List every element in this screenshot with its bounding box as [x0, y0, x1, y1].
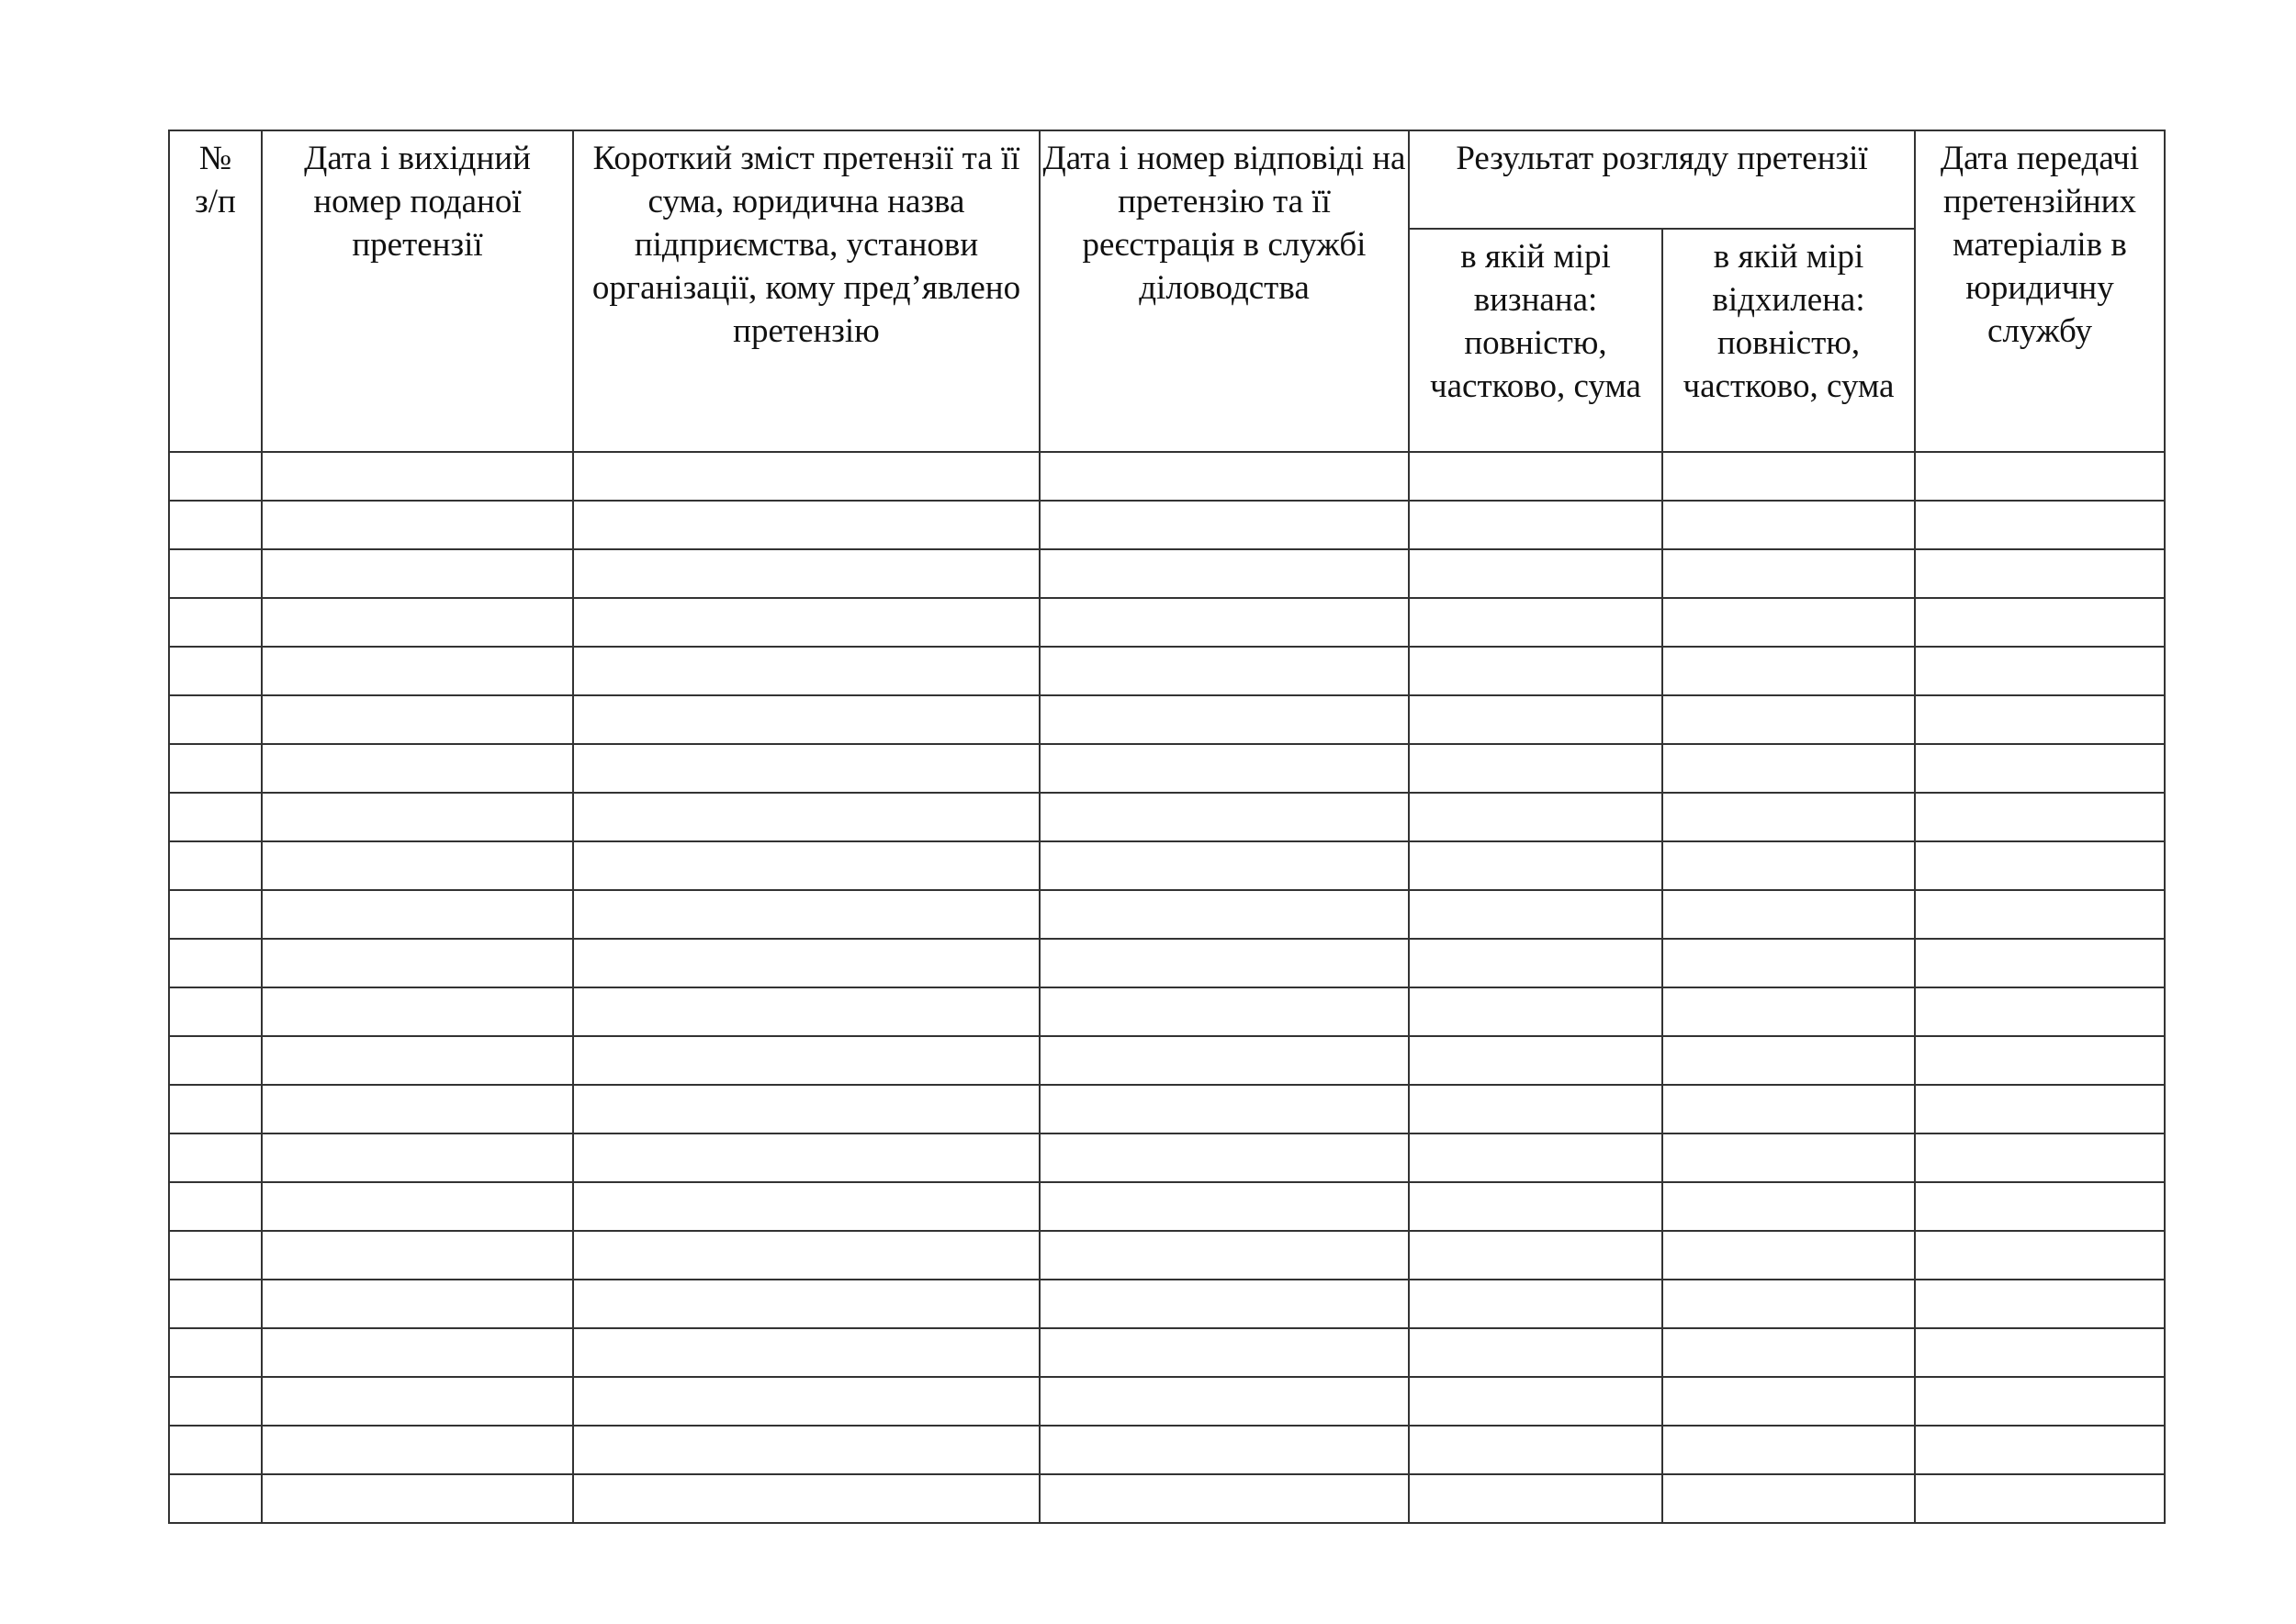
table-cell[interactable] [1040, 549, 1409, 598]
table-cell[interactable] [1915, 939, 2165, 987]
table-row [169, 501, 2165, 549]
table-cell[interactable] [169, 1036, 262, 1085]
table-cell[interactable] [573, 939, 1040, 987]
table-cell[interactable] [1409, 598, 1662, 647]
header-summary-label: Короткий зміст претензії та її сума, юридична назва підприємства, установи організації, кому пред’явлено претензію [591, 140, 1021, 350]
table-row [169, 1231, 2165, 1280]
table-cell[interactable] [1915, 695, 2165, 744]
table-cell[interactable] [1662, 1133, 1915, 1182]
table-cell[interactable] [573, 452, 1040, 501]
table-cell[interactable] [1040, 1231, 1409, 1280]
table-cell[interactable] [1662, 1182, 1915, 1231]
table-cell[interactable] [1040, 1280, 1409, 1328]
table-cell[interactable] [1409, 501, 1662, 549]
table-cell[interactable] [262, 501, 573, 549]
table-cell[interactable] [1662, 1280, 1915, 1328]
table-cell[interactable] [1040, 452, 1409, 501]
table-cell[interactable] [262, 1036, 573, 1085]
table-cell[interactable] [1409, 939, 1662, 987]
table-cell[interactable] [169, 890, 262, 939]
header-transfer-date-label: Дата передачі претензійних матеріалів в юридичну службу [1940, 140, 2140, 350]
table-cell[interactable] [573, 549, 1040, 598]
table-cell[interactable] [169, 695, 262, 744]
table-cell[interactable] [1409, 1426, 1662, 1474]
table-cell[interactable] [262, 1474, 573, 1523]
table-cell[interactable] [262, 695, 573, 744]
table-cell[interactable] [1409, 1085, 1662, 1133]
table-cell[interactable] [169, 598, 262, 647]
table-cell[interactable] [169, 1377, 262, 1426]
table-cell[interactable] [1915, 1280, 2165, 1328]
table-cell[interactable] [262, 598, 573, 647]
table-cell[interactable] [573, 695, 1040, 744]
header-number [169, 130, 262, 452]
header-result-accepted [1409, 229, 1662, 452]
table-row [169, 744, 2165, 793]
table-cell[interactable] [1409, 1182, 1662, 1231]
table-cell[interactable] [1040, 1328, 1409, 1377]
table-cell[interactable] [1409, 1474, 1662, 1523]
table-cell[interactable] [169, 1474, 262, 1523]
table-cell[interactable] [1409, 1280, 1662, 1328]
header-result-rejected-label: в якій мірі відхилена: повністю, частково, сума [1683, 238, 1895, 405]
table-cell[interactable] [169, 1426, 262, 1474]
header-date-outgoing [262, 130, 573, 452]
table-cell[interactable] [1662, 890, 1915, 939]
table-cell[interactable] [1409, 1328, 1662, 1377]
table-cell[interactable] [1915, 1377, 2165, 1426]
table-cell[interactable] [1040, 1133, 1409, 1182]
table-row [169, 1474, 2165, 1523]
table-cell[interactable] [1040, 598, 1409, 647]
table-cell[interactable] [1662, 1426, 1915, 1474]
table-cell[interactable] [169, 987, 262, 1036]
table-row [169, 1377, 2165, 1426]
table-cell[interactable] [1040, 695, 1409, 744]
table-row [169, 1133, 2165, 1182]
table-cell[interactable] [262, 549, 573, 598]
table-cell[interactable] [573, 744, 1040, 793]
table-cell[interactable] [262, 1426, 573, 1474]
table-cell[interactable] [1915, 1328, 2165, 1377]
table-cell[interactable] [262, 793, 573, 841]
table-cell[interactable] [1409, 1231, 1662, 1280]
table-row [169, 695, 2165, 744]
table-cell[interactable] [262, 939, 573, 987]
table-row [169, 939, 2165, 987]
table-cell[interactable] [573, 1085, 1040, 1133]
table-cell[interactable] [1409, 1377, 1662, 1426]
table-cell[interactable] [1662, 1231, 1915, 1280]
table-row [169, 1426, 2165, 1474]
table-cell[interactable] [1040, 1182, 1409, 1231]
table-cell[interactable] [1040, 1474, 1409, 1523]
table-cell[interactable] [573, 1377, 1040, 1426]
table-cell[interactable] [1662, 793, 1915, 841]
table-cell[interactable] [573, 598, 1040, 647]
table-cell[interactable] [1040, 987, 1409, 1036]
table-cell[interactable] [1409, 647, 1662, 695]
table-cell[interactable] [1040, 841, 1409, 890]
table-cell[interactable] [1662, 549, 1915, 598]
table-cell[interactable] [262, 841, 573, 890]
table-cell[interactable] [1915, 1474, 2165, 1523]
header-response [1040, 130, 1409, 452]
table-cell[interactable] [1409, 890, 1662, 939]
table-cell[interactable] [1915, 1231, 2165, 1280]
header-result [1409, 130, 1915, 229]
table-cell[interactable] [1915, 1036, 2165, 1085]
table-cell[interactable] [1409, 695, 1662, 744]
table-cell[interactable] [573, 1474, 1040, 1523]
table-cell[interactable] [262, 987, 573, 1036]
table-cell[interactable] [1915, 890, 2165, 939]
table-cell[interactable] [1915, 647, 2165, 695]
table-cell[interactable] [262, 1377, 573, 1426]
table-cell[interactable] [573, 647, 1040, 695]
table-cell[interactable] [573, 793, 1040, 841]
table-cell[interactable] [573, 841, 1040, 890]
table-cell[interactable] [1662, 987, 1915, 1036]
table-cell[interactable] [169, 501, 262, 549]
table-cell[interactable] [1040, 744, 1409, 793]
table-cell[interactable] [1040, 939, 1409, 987]
table-cell[interactable] [573, 501, 1040, 549]
table-cell[interactable] [169, 1231, 262, 1280]
table-cell[interactable] [1409, 793, 1662, 841]
table-cell[interactable] [262, 647, 573, 695]
table-cell[interactable] [573, 1426, 1040, 1474]
table-row [169, 841, 2165, 890]
table-cell[interactable] [1662, 1036, 1915, 1085]
table-cell[interactable] [169, 744, 262, 793]
table-cell[interactable] [1662, 647, 1915, 695]
table-row [169, 647, 2165, 695]
table-body [169, 452, 2165, 1523]
table-cell[interactable] [1662, 695, 1915, 744]
table-row [169, 1036, 2165, 1085]
table-cell[interactable] [1915, 1133, 2165, 1182]
table-row [169, 987, 2165, 1036]
table-row [169, 1280, 2165, 1328]
table-row [169, 1328, 2165, 1377]
table-cell[interactable] [1915, 1182, 2165, 1231]
table-row [169, 452, 2165, 501]
table-cell[interactable] [1662, 501, 1915, 549]
table-cell[interactable] [1915, 987, 2165, 1036]
table-cell[interactable] [262, 1328, 573, 1377]
table-row [169, 890, 2165, 939]
table-cell[interactable] [262, 1231, 573, 1280]
table-cell[interactable] [573, 890, 1040, 939]
table-cell[interactable] [169, 549, 262, 598]
table-cell[interactable] [1040, 1036, 1409, 1085]
table-cell[interactable] [1915, 452, 2165, 501]
table-cell[interactable] [1040, 1426, 1409, 1474]
table-cell[interactable] [1915, 549, 2165, 598]
header-summary [573, 130, 1040, 452]
table-cell[interactable] [169, 1328, 262, 1377]
table-cell[interactable] [1040, 1377, 1409, 1426]
table-cell[interactable] [1409, 744, 1662, 793]
table-cell[interactable] [573, 1182, 1040, 1231]
table-cell[interactable] [262, 744, 573, 793]
table-cell[interactable] [169, 841, 262, 890]
table-cell[interactable] [262, 1182, 573, 1231]
table-cell[interactable] [169, 647, 262, 695]
table-cell[interactable] [262, 1133, 573, 1182]
table-cell[interactable] [169, 1085, 262, 1133]
table-row [169, 1085, 2165, 1133]
table-cell[interactable] [1915, 1426, 2165, 1474]
table-cell[interactable] [1662, 939, 1915, 987]
table-cell[interactable] [1662, 598, 1915, 647]
table-cell[interactable] [1040, 647, 1409, 695]
table-cell[interactable] [262, 1280, 573, 1328]
table-cell[interactable] [573, 1036, 1040, 1085]
table-cell[interactable] [1915, 1085, 2165, 1133]
table-cell[interactable] [1409, 1036, 1662, 1085]
table-cell[interactable] [573, 1280, 1040, 1328]
header-response-label: Дата і номер відповіді на претензію та її реєстрація в службі діловодства [1042, 140, 1406, 307]
table-cell[interactable] [1040, 793, 1409, 841]
table-cell[interactable] [1662, 841, 1915, 890]
table-cell[interactable] [1409, 841, 1662, 890]
table-cell[interactable] [1409, 1133, 1662, 1182]
table-cell[interactable] [1409, 549, 1662, 598]
table-cell[interactable] [169, 939, 262, 987]
table-cell[interactable] [1040, 501, 1409, 549]
table-row [169, 1182, 2165, 1231]
table-cell[interactable] [573, 1231, 1040, 1280]
header-result-label: Результат розгляду претензії [1456, 140, 1868, 177]
claims-register-table [168, 130, 2166, 1524]
table-cell[interactable] [1040, 1085, 1409, 1133]
header-result-rejected [1662, 229, 1915, 452]
table-cell[interactable] [262, 1085, 573, 1133]
table-cell[interactable] [1409, 987, 1662, 1036]
table-row [169, 549, 2165, 598]
table-cell[interactable] [1915, 744, 2165, 793]
table-row [169, 598, 2165, 647]
table-cell[interactable] [262, 452, 573, 501]
table-cell[interactable] [169, 452, 262, 501]
table-cell[interactable] [1662, 1085, 1915, 1133]
table-cell[interactable] [169, 1133, 262, 1182]
table-cell[interactable] [573, 1328, 1040, 1377]
table-cell[interactable] [1662, 452, 1915, 501]
table-cell[interactable] [169, 793, 262, 841]
table-cell[interactable] [1040, 890, 1409, 939]
table-cell[interactable] [573, 1133, 1040, 1182]
table-cell[interactable] [1662, 1377, 1915, 1426]
table-cell[interactable] [169, 1182, 262, 1231]
table-cell[interactable] [1915, 598, 2165, 647]
table-cell[interactable] [1409, 452, 1662, 501]
header-date-outgoing-label: Дата і вихідний номер поданої претензії [304, 140, 531, 264]
table-cell[interactable] [1915, 793, 2165, 841]
table-cell[interactable] [169, 1280, 262, 1328]
table-cell[interactable] [573, 987, 1040, 1036]
table-cell[interactable] [1662, 1328, 1915, 1377]
header-transfer-date [1915, 130, 2165, 452]
table-cell[interactable] [1662, 1474, 1915, 1523]
table-cell[interactable] [262, 890, 573, 939]
table-row [169, 793, 2165, 841]
table-cell[interactable] [1662, 744, 1915, 793]
table-cell[interactable] [1915, 501, 2165, 549]
header-number-label: № з/п [195, 140, 236, 220]
header-result-accepted-label: в якій мірі визнана: повністю, частково, сума [1430, 238, 1641, 405]
table-cell[interactable] [1915, 841, 2165, 890]
